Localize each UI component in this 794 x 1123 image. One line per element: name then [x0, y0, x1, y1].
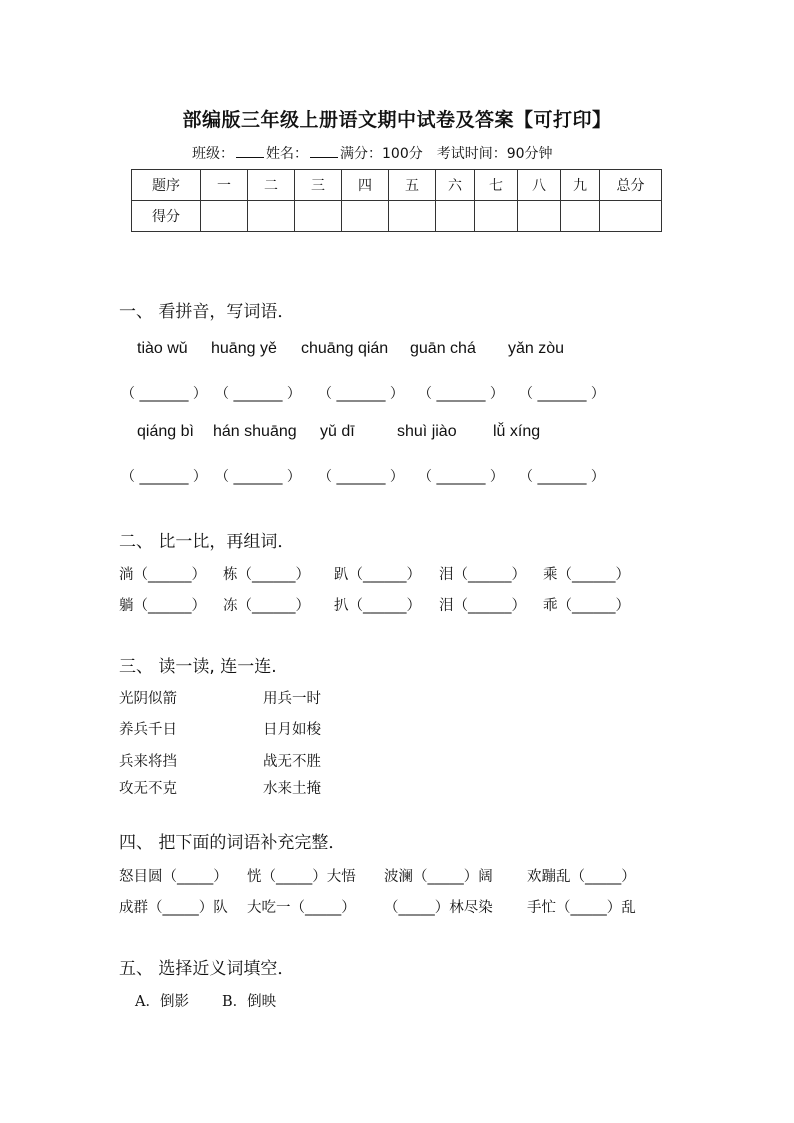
answer-blank[interactable]: （ _______ ）	[318, 469, 404, 485]
compare-item[interactable]: 冻（______）	[223, 598, 310, 614]
choice-option[interactable]: B．倒映	[222, 994, 277, 1010]
idiom-left[interactable]: 光阴似箭	[119, 691, 177, 707]
fill-item[interactable]: 恍（_____）大悟	[247, 869, 356, 885]
fill-item[interactable]: 成群（_____）队	[119, 900, 228, 916]
pinyin-item: yǎn zòu	[508, 340, 565, 357]
idiom-right[interactable]: 用兵一时	[263, 691, 321, 707]
pinyin-item: lǚ xíng	[493, 423, 541, 440]
score-cell[interactable]	[295, 201, 342, 232]
section-5-heading: 五、 选择近义词填空．	[119, 959, 295, 979]
score-cell[interactable]	[436, 201, 475, 232]
pinyin-item: huāng yě	[211, 340, 277, 357]
table-header-cell: 九	[561, 170, 600, 201]
table-header-cell: 一	[201, 170, 248, 201]
table-header-cell: 六	[436, 170, 475, 201]
idiom-right[interactable]: 战无不胜	[263, 754, 321, 770]
fill-item[interactable]: （_____）林尽染	[384, 900, 493, 916]
idiom-right[interactable]: 水来土掩	[263, 781, 321, 797]
full-score: 满分：100分	[340, 146, 423, 162]
answer-blank[interactable]: （ _______ ）	[215, 469, 301, 485]
answer-blank[interactable]: （ _______ ）	[418, 386, 504, 402]
pinyin-item: guān chá	[410, 340, 476, 357]
section-3-heading: 三、 读一读, 连一连.	[119, 657, 277, 677]
score-cell[interactable]	[561, 201, 600, 232]
score-table-header-row	[132, 170, 662, 201]
score-table	[131, 169, 662, 232]
compare-item[interactable]: 乖（______）	[543, 598, 630, 614]
compare-item[interactable]: 淌（______）	[119, 567, 206, 583]
idiom-left[interactable]: 养兵千日	[119, 722, 177, 738]
score-cell[interactable]	[342, 201, 389, 232]
fill-item[interactable]: 怒目圆（_____）	[119, 869, 228, 885]
answer-blank[interactable]: （ _______ ）	[418, 469, 504, 485]
name-blank[interactable]	[310, 157, 338, 158]
answer-blank[interactable]: （ _______ ）	[215, 386, 301, 402]
compare-item[interactable]: 栋（______）	[223, 567, 310, 583]
pinyin-item: shuì jiào	[397, 423, 457, 440]
pinyin-item: yǔ dī	[320, 423, 355, 440]
table-header-cell: 四	[342, 170, 389, 201]
compare-item[interactable]: 躺（______）	[119, 598, 206, 614]
table-header-cell: 八	[518, 170, 561, 201]
idiom-right[interactable]: 日月如梭	[263, 722, 321, 738]
answer-blank[interactable]: （ _______ ）	[121, 386, 207, 402]
section-1-heading: 一、 看拼音，写词语．	[119, 302, 295, 322]
score-cell[interactable]	[201, 201, 248, 232]
exam-info-line	[192, 143, 553, 163]
table-header-cell: 总分	[600, 170, 662, 201]
fill-item[interactable]: 手忙（_____）乱	[527, 900, 636, 916]
score-table-score-row	[132, 201, 662, 232]
pinyin-item: chuāng qián	[301, 340, 389, 357]
table-header-cell: 题序	[132, 170, 201, 201]
compare-item[interactable]: 乘（______）	[543, 567, 630, 583]
fill-item[interactable]: 欢蹦乱（_____）	[527, 869, 636, 885]
name-label: 姓名：	[266, 146, 308, 162]
table-header-cell: 二	[248, 170, 295, 201]
choice-option[interactable]: A．倒影	[135, 994, 189, 1010]
section-2-heading: 二、 比一比，再组词．	[119, 532, 295, 552]
idiom-left[interactable]: 兵来将挡	[119, 754, 177, 770]
score-cell[interactable]	[600, 201, 662, 232]
section-4-heading: 四、 把下面的词语补充完整．	[119, 833, 346, 853]
score-cell[interactable]	[389, 201, 436, 232]
score-cell[interactable]	[248, 201, 295, 232]
fill-item[interactable]: 大吃一（_____）	[247, 900, 356, 916]
score-cell[interactable]	[518, 201, 561, 232]
pinyin-item: qiáng bì	[137, 423, 194, 440]
table-row-label: 得分	[132, 201, 201, 232]
answer-blank[interactable]: （ _______ ）	[519, 386, 605, 402]
answer-blank[interactable]: （ _______ ）	[318, 386, 404, 402]
table-header-cell: 三	[295, 170, 342, 201]
table-header-cell: 五	[389, 170, 436, 201]
fill-item[interactable]: 波澜（_____）阔	[384, 869, 493, 885]
class-label: 班级：	[192, 146, 234, 162]
page-title: 部编版三年级上册语文期中试卷及答案【可打印】	[182, 109, 612, 131]
compare-item[interactable]: 扒（______）	[334, 598, 421, 614]
compare-item[interactable]: 泪（______）	[439, 567, 526, 583]
idiom-left[interactable]: 攻无不克	[119, 781, 177, 797]
pinyin-item: tiào wǔ	[137, 340, 188, 357]
score-cell[interactable]	[475, 201, 518, 232]
table-header-cell: 七	[475, 170, 518, 201]
compare-item[interactable]: 泪（______）	[439, 598, 526, 614]
compare-item[interactable]: 趴（______）	[334, 567, 421, 583]
exam-time: 考试时间：90分钟	[436, 146, 553, 162]
answer-blank[interactable]: （ _______ ）	[519, 469, 605, 485]
class-blank[interactable]	[236, 157, 264, 158]
pinyin-item: hán shuāng	[213, 423, 297, 440]
answer-blank[interactable]: （ _______ ）	[121, 469, 207, 485]
